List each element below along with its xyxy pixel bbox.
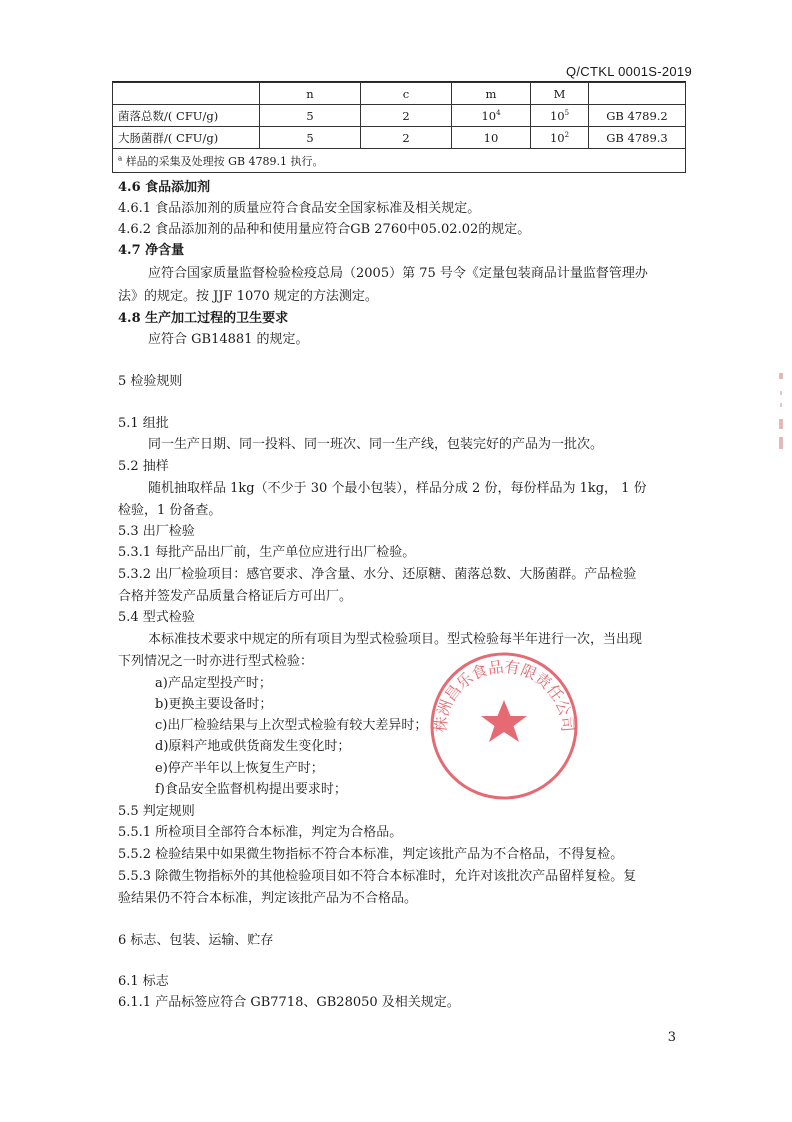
document-code: Q/CTKL 0001S-2019 — [565, 64, 692, 79]
header-cell-method — [589, 83, 686, 105]
section-heading-4-6: 4.6 食品添加剂 — [118, 180, 211, 195]
section-heading-5-1: 5.1 组批 — [118, 416, 169, 431]
header-cell-m: m — [452, 83, 531, 105]
cell-c: 2 — [361, 127, 452, 149]
header-cell-M: M — [531, 83, 589, 105]
cell-n: 5 — [260, 105, 361, 127]
list-item: e)停产半年以上恢复生产时； — [155, 761, 324, 776]
cell-n: 5 — [260, 127, 361, 149]
header-cell-c: c — [361, 83, 452, 105]
section-heading-5-4: 5.4 型式检验 — [118, 610, 195, 625]
clause-5-5-3: 5.5.3 除微生物指标外的其他检验项目如不符合本标准时，允许对该批次产品留样复检。复 — [118, 869, 637, 884]
clause-5-3-1: 5.3.1 每批产品出厂前，生产单位应进行出厂检验。 — [118, 545, 416, 560]
section-heading-4-8: 4.8 生产加工过程的卫生要求 — [118, 311, 289, 326]
cell-item: 大肠菌群/( CFU/g) — [113, 127, 260, 149]
clause-4-6-2: 4.6.2 食品添加剂的品种和使用量应符合GB 2760中05.02.02的规定。 — [118, 222, 531, 237]
cell-m-base: 10 — [483, 130, 499, 145]
microbiological-table — [112, 82, 686, 173]
section-heading-5-2: 5.2 抽样 — [118, 459, 169, 474]
cell-M-exponent: 5 — [564, 108, 570, 117]
header-cell-item — [113, 83, 260, 105]
page-number: 3 — [667, 1030, 676, 1045]
clause-5-3-2: 5.3.2 出厂检验项目：感官要求、净含量、水分、还原糖、菌落总数、大肠菌群。产品检验 — [118, 567, 637, 582]
table-row — [113, 105, 686, 127]
table-footnote — [113, 149, 686, 173]
cell-m — [452, 127, 531, 149]
cell-M-exponent: 2 — [564, 130, 570, 139]
cell-m-base: 10 — [481, 108, 497, 123]
seal-star-icon — [481, 700, 527, 742]
cell-m-exponent: 4 — [496, 108, 501, 117]
paragraph-line: 验结果仍不符合本标准，判定该批产品为不合格品。 — [118, 891, 418, 906]
header-cell-n: n — [260, 83, 361, 105]
company-seal — [428, 650, 580, 802]
list-item: c)出厂检验结果与上次型式检验有较大差异时； — [155, 718, 428, 733]
chapter-heading-5: 5 检验规则 — [118, 374, 183, 389]
paragraph-line: 下列情况之一时亦进行型式检验： — [118, 654, 314, 669]
section-heading-5-3: 5.3 出厂检验 — [118, 524, 195, 539]
chapter-heading-6: 6 标志、包装、运输、贮存 — [118, 933, 274, 948]
paragraph-line: 本标准技术要求中规定的所有项目为型式检验项目。型式检验每半年进行一次，当出现 — [148, 632, 643, 647]
table-row — [113, 127, 686, 149]
cell-m — [452, 105, 531, 127]
clause-6-1-1: 6.1.1 产品标签应符合 GB7718、GB28050 及相关规定。 — [118, 995, 460, 1010]
seal-text: 株洲昌乐食品有限责任公司 — [431, 657, 577, 733]
paragraph-line: 随机抽取样品 1kg（不少于 30 个最小包装），样品分成 2 份，每份样品为 1kg， 1 份 — [148, 481, 647, 496]
footnote-mark: a — [118, 153, 123, 162]
section-heading-5-5: 5.5 判定规则 — [118, 804, 195, 819]
clause-5-5-1: 5.5.1 所检项目全部符合本标准，判定为合格品。 — [118, 825, 403, 840]
binding-marks — [776, 373, 786, 451]
cell-M — [531, 127, 589, 149]
table-footnote-row — [113, 149, 686, 173]
paragraph-line: 应符合国家质量监督检验检疫总局（2005）第 75 号令《定量包装商品计量监督管理办 — [148, 266, 648, 281]
clause-5-5-2: 5.5.2 检验结果中如果微生物指标不符合本标准，判定该批产品为不合格品，不得复检。 — [118, 847, 624, 862]
section-heading-4-7: 4.7 净含量 — [118, 243, 185, 258]
clause-4-6-1: 4.6.1 食品添加剂的质量应符合食品安全国家标准及相关规定。 — [118, 201, 481, 216]
paragraph-line: 合格并签发产品质量合格证后方可出厂。 — [118, 589, 353, 604]
cell-M-base: 10 — [549, 130, 565, 145]
paragraph-line: 法》的规定。按 JJF 1070 规定的方法测定。 — [118, 289, 378, 304]
section-heading-6-1: 6.1 标志 — [118, 974, 169, 989]
paragraph-line: 同一生产日期、同一投料、同一班次、同一生产线，包装完好的产品为一批次。 — [148, 437, 604, 452]
cell-M-base: 10 — [549, 108, 565, 123]
cell-item: 菌落总数/( CFU/g) — [113, 105, 260, 127]
cell-M — [531, 105, 589, 127]
list-item: a)产品定型投产时； — [155, 676, 272, 691]
cell-c: 2 — [361, 105, 452, 127]
paragraph-line: 检验，1 份备查。 — [118, 503, 222, 518]
table-header-row — [113, 83, 686, 105]
list-item: f)食品安全监督机构提出要求时； — [155, 782, 347, 797]
list-item: d)原料产地或供货商发生变化时； — [155, 739, 351, 754]
footnote-text: 样品的采集及处理按 GB 4789.1 执行。 — [125, 154, 324, 168]
cell-method: GB 4789.3 — [589, 127, 686, 149]
list-item: b)更换主要设备时； — [155, 697, 273, 712]
paragraph-line: 应符合 GB14881 的规定。 — [148, 332, 309, 347]
cell-method: GB 4789.2 — [589, 105, 686, 127]
